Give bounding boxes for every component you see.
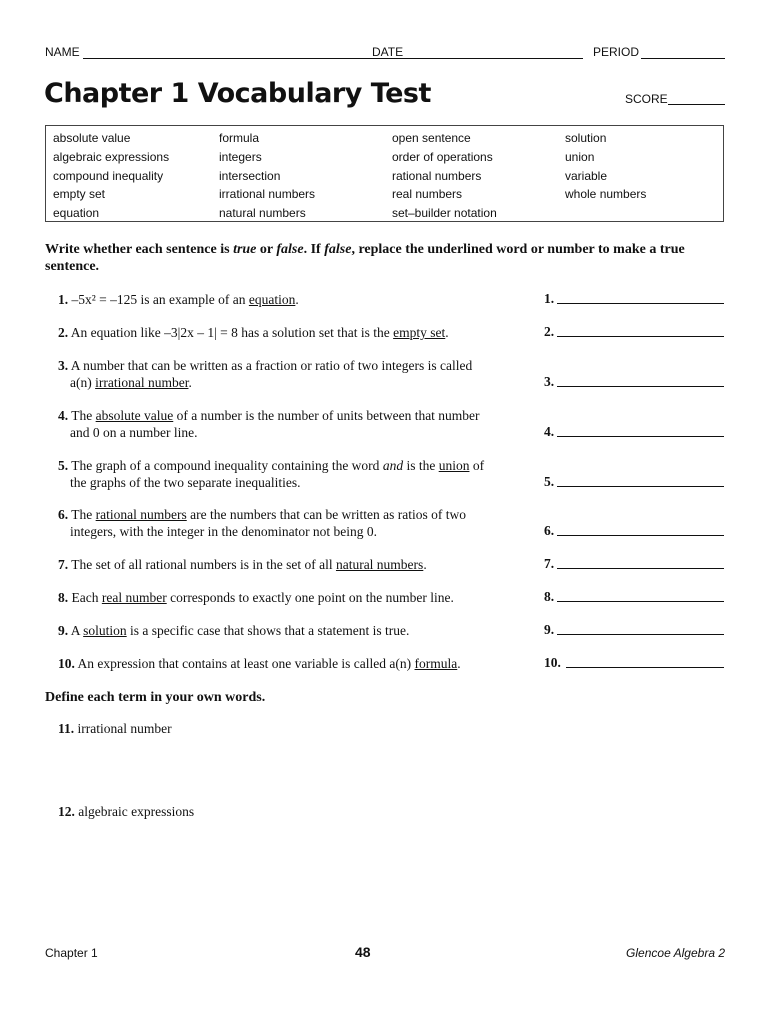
vocab-word: absolute value xyxy=(53,131,131,145)
vocab-word: whole numbers xyxy=(565,187,647,202)
vocab-word: solution xyxy=(565,131,607,145)
instructions-define: Define each term in your own words. xyxy=(45,690,266,705)
header-row xyxy=(45,45,725,63)
vocab-word: formula xyxy=(219,131,260,145)
answer-field-6[interactable] xyxy=(557,535,724,536)
answer-field-3[interactable] xyxy=(557,386,724,387)
vocab-word: set–builder notation xyxy=(392,206,497,221)
vocab-column-4 xyxy=(565,129,646,204)
vocab-word: equation xyxy=(53,206,100,221)
vocab-word: real numbers xyxy=(392,187,463,202)
score-field[interactable] xyxy=(668,104,725,105)
question-1: 1. –5x² = –125 is an example of an equation. xyxy=(58,292,299,307)
vocab-word: intersection xyxy=(219,168,281,183)
answer-label: 8. xyxy=(544,589,555,604)
vocab-word: natural numbers xyxy=(219,206,306,221)
vocab-word: order of operations xyxy=(392,149,493,164)
vocab-word: rational numbers xyxy=(392,168,482,183)
vocab-word: empty set xyxy=(53,187,106,202)
vocab-word: variable xyxy=(565,168,608,183)
question-8: 8. Each real number corresponds to exactly one point on the number line. xyxy=(58,590,454,605)
answer-field-9[interactable] xyxy=(557,634,724,635)
date-label: DATE xyxy=(372,45,404,59)
answer-label: 5. xyxy=(544,474,555,489)
answer-label: 6. xyxy=(544,523,555,538)
vocabulary-box xyxy=(45,125,724,222)
answer-label: 2. xyxy=(544,324,555,339)
vocab-word: compound inequality xyxy=(53,168,164,183)
period-field[interactable] xyxy=(641,58,725,59)
answer-label: 4. xyxy=(544,424,555,439)
date-field[interactable] xyxy=(407,58,583,59)
answer-field-1[interactable] xyxy=(557,303,724,304)
instructions-true-false: Write whether each sentence is true or false. If false, replace the underlined word or number to make a true sentence. xyxy=(45,242,685,274)
vocab-word: integers xyxy=(219,149,262,164)
answer-label: 3. xyxy=(544,374,555,389)
vocab-column-3 xyxy=(392,129,497,223)
answer-label: 1. xyxy=(544,291,555,306)
page-number: 48 xyxy=(355,944,371,960)
answer-field-8[interactable] xyxy=(557,601,724,602)
question-5: 5. The graph of a compound inequality containing the word and is the union of the graphs of the two separate inequalities. xyxy=(58,458,485,490)
footer-book: Glencoe Algebra 2 xyxy=(626,946,725,960)
answer-label: 7. xyxy=(544,556,555,571)
vocab-word: irrational numbers xyxy=(219,187,316,202)
vocab-word: algebraic expressions xyxy=(53,149,170,164)
question-10: 10. An expression that contains at least one variable is called a(n) formula. xyxy=(58,656,461,671)
name-label: NAME xyxy=(45,45,80,59)
period-label: PERIOD xyxy=(593,45,640,59)
vocab-column-1 xyxy=(53,129,169,223)
score-label: SCORE xyxy=(625,92,668,106)
answer-field-7[interactable] xyxy=(557,568,724,569)
name-field[interactable] xyxy=(83,58,411,59)
question-9: 9. A solution is a specific case that shows that a statement is true. xyxy=(58,623,410,638)
answer-field-4[interactable] xyxy=(557,436,724,437)
answer-label: 9. xyxy=(544,622,555,637)
answer-field-10[interactable] xyxy=(566,667,724,668)
vocab-word: open sentence xyxy=(392,131,471,145)
vocab-word: union xyxy=(565,149,595,164)
vocab-column-2 xyxy=(219,129,315,223)
answer-field-2[interactable] xyxy=(557,336,724,337)
question-6: 6. The rational numbers are the numbers that can be written as ratios of two integers, with the integer in the denominator not being 0. xyxy=(58,507,467,539)
question-3: 3. A number that can be written as a fraction or ratio of two integers is called a(n) irrational number. xyxy=(58,358,473,390)
question-4: 4. The absolute value of a number is the number of units between that number and 0 on a number line. xyxy=(58,408,480,440)
definition-12: 12. algebraic expressions xyxy=(58,804,195,819)
answer-label: 10. xyxy=(544,655,561,670)
question-7: 7. The set of all rational numbers is in the set of all natural numbers. xyxy=(58,557,427,572)
footer-chapter: Chapter 1 xyxy=(45,946,98,960)
definition-11: 11. irrational number xyxy=(58,721,172,736)
page-title: Chapter 1 Vocabulary Test xyxy=(44,78,431,109)
answer-field-5[interactable] xyxy=(557,486,724,487)
question-2: 2. An equation like –3|2x – 1| = 8 has a solution set that is the empty set. xyxy=(58,325,449,340)
